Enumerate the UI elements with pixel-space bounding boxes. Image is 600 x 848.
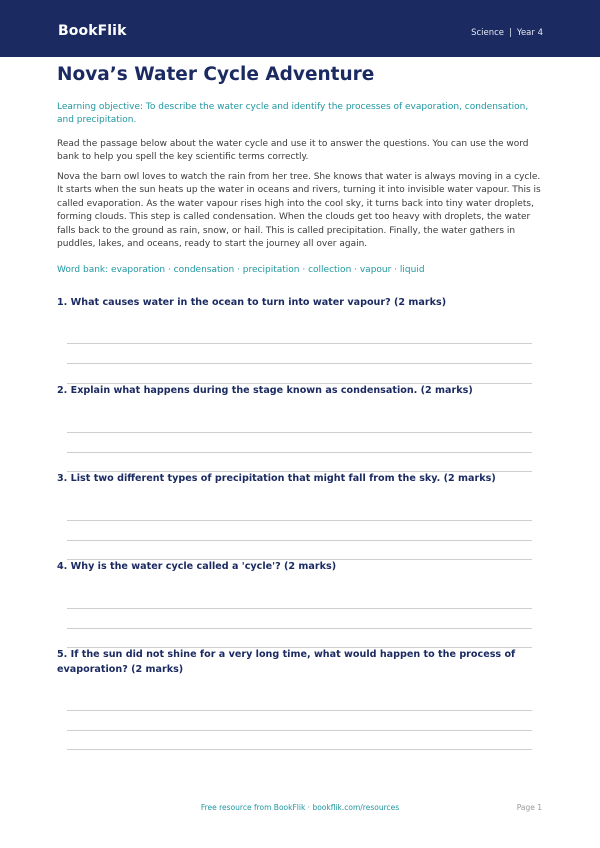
word-bank: Word bank: evaporation · condensation · precipitation · collection · vapour · liquid: [57, 265, 425, 275]
page-number: Page 1: [516, 803, 542, 812]
question-3: 3. List two different types of precipitation that might fall from the sky. (2 marks): [57, 473, 496, 484]
year-label: Year 4: [516, 28, 543, 38]
answer-line[interactable]: [67, 363, 532, 364]
answer-line[interactable]: [67, 710, 532, 711]
question-5: 5. If the sun did not shine for a very long time, what would happen to the process of evaporation? (2 marks): [57, 649, 516, 675]
meta-separator: |: [509, 28, 512, 38]
question-2: 2. Explain what happens during the stage known as condensation. (2 marks): [57, 385, 473, 396]
subject-label: Science: [471, 28, 505, 38]
answer-line[interactable]: [67, 608, 532, 609]
brand-logo: BookFlik: [58, 23, 127, 39]
page-header: [0, 0, 600, 57]
instructions: Read the passage below about the water cycle and use it to answer the questions. You can use the word bank to help you spell the key scientific terms correctly.: [57, 139, 529, 163]
learning-objective: Learning objective: To describe the water cycle and identify the processes of evaporation, condensation, and precipitation.: [57, 102, 529, 125]
answer-line[interactable]: [67, 520, 532, 521]
subject-year: [471, 28, 543, 38]
answer-line[interactable]: [67, 540, 532, 541]
answer-line[interactable]: [67, 452, 532, 453]
answer-line[interactable]: [67, 432, 532, 433]
question-4: 4. Why is the water cycle called a 'cycle'? (2 marks): [57, 561, 337, 572]
answer-line[interactable]: [67, 730, 532, 731]
answer-line[interactable]: [67, 628, 532, 629]
page-title: Nova’s Water Cycle Adventure: [57, 64, 375, 85]
answer-line[interactable]: [67, 343, 532, 344]
footer-link[interactable]: Free resource from BookFlik · bookflik.com/resources: [200, 803, 400, 812]
question-1: 1. What causes water in the ocean to turn into water vapour? (2 marks): [57, 297, 447, 308]
answer-line[interactable]: [67, 749, 532, 750]
reading-passage: Nova the barn owl loves to watch the rain from her tree. She knows that water is always moving in a cycle. It starts when the sun heats up the water in oceans and rivers, turning it into invisible water vapour. This is called evaporation. As the water vapour rises high into the cool sky, it turns back into tiny water droplets, forming clouds. This step is called condensation. When the clouds get too heavy with droplets, the water falls back to the ground as rain, snow, or hail. This is called precipitation. Finally, the water gathers in puddles, lakes, and oceans, ready to start the journey all over again.: [57, 172, 541, 250]
